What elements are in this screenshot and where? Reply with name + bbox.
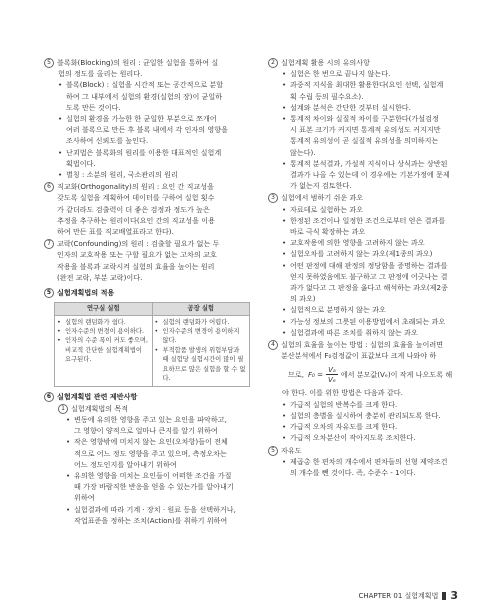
text-line: 과가 없다고 그 판정을 옳다고 해석하는 과오(제2종	[290, 283, 448, 293]
chapter-label: CHAPTER 01 실험계획법	[358, 591, 439, 600]
text-line: • 유의한 영향을 미치는 요인들이 어떠한 조건을 가질	[74, 470, 232, 480]
table-bullet: • 인자수준의 변경이 용이하지 않다.	[155, 327, 248, 346]
text-line: • 실험오차를 고려하지 않는 과오(제1종의 과오)	[290, 249, 433, 259]
table-bullet: • 부적합품 발생의 위험부담과 때 실험당 실험시간이 많이 필요하므로 많은 실험을 할 수 없다.	[155, 346, 248, 384]
text-line: • 어떤 판정에 대해 판정의 정당함을 증명하는 결과를	[290, 260, 448, 270]
table-header: 공장 실험	[152, 303, 250, 315]
table-bullet: • 실험의 랜덤화가 어렵다.	[155, 318, 248, 327]
circle-number: 1	[58, 404, 68, 414]
subsection-purpose	[58, 403, 256, 414]
text-line: 가 같더라도 검출력이 더 좋은 검정과 정도가 높은	[57, 204, 210, 214]
bullet-item	[58, 113, 256, 147]
text-line: • 설계와 분석은 간단한 것부터 실시한다.	[290, 102, 411, 112]
section-confounding	[44, 238, 256, 283]
text-line: 인자의 교호작용 또는 구할 필요가 없는 고차의 교호	[57, 250, 217, 260]
text-line: 의 개수를 뺀 것이다. 즉, 수준수 - 1이다.	[290, 467, 416, 477]
left-column	[44, 56, 256, 526]
text-line: • 실험결과에 따른 조치를 취하지 않는 과오	[290, 327, 418, 337]
text-line: 분산분석에서 F₀검정값이 표값보다 크게 나와야 하	[281, 351, 437, 361]
text-line: • 한정된 조건이나 일정한 조건으로부터 얻은 결과를	[290, 215, 446, 225]
table-cell	[152, 315, 250, 386]
text-line: 험의 정도를 올리는 원리다.	[58, 69, 143, 79]
text-line: 가 없는지 검토한다.	[290, 181, 352, 191]
subsection-degrees-of-freedom	[268, 445, 480, 456]
bullet-item	[282, 248, 480, 259]
subsection-efficiency	[268, 339, 480, 361]
bullet-item	[66, 436, 256, 470]
subsection-title: 실험계획법의 목적	[71, 403, 129, 413]
text-line: 때 가장 바람직한 반응을 얻을 수 있는가를 알아내기	[74, 482, 234, 492]
text-line: • 자료데로 실험하는 과오	[290, 204, 364, 214]
circle-number: 6	[44, 182, 54, 192]
bullet-item	[282, 316, 480, 327]
text-line: • 제곱총 한 편차의 개수에서 편차들의 선형 제약조건	[290, 456, 448, 466]
text-line: (완전 교락, 부분 교락)이다.	[57, 272, 143, 282]
text-line: 작용을 블록과 교락시켜 실험의 효율을 높이는 원리	[57, 261, 215, 271]
text-line: 위하여	[74, 493, 95, 503]
page-footer	[358, 589, 458, 602]
text-line: 바로 극식 확장하는 과오	[290, 227, 366, 237]
comparison-table	[54, 302, 250, 386]
circle-number: 5	[44, 58, 54, 68]
text-line: • 통계적 분석결과, 가설적 지식이나 상식과는 상반된	[290, 158, 448, 168]
bullet-item	[282, 102, 480, 113]
circle-number: 7	[44, 239, 54, 249]
section-title-application	[44, 287, 256, 298]
bullet-item	[282, 158, 480, 192]
bullet-item	[282, 237, 480, 248]
bullet-item	[66, 414, 256, 436]
formula-denominator: Vₑ	[328, 375, 336, 385]
text-line: 여러 블록으로 만든 후 블록 내에서 각 인자의 영향을	[66, 125, 228, 135]
table-bullet: • 인자수준의 변경이 용이하다.	[57, 327, 150, 336]
bullet-item	[282, 113, 480, 158]
section-blocking	[44, 57, 256, 68]
text-line: 획법이다.	[66, 158, 96, 168]
text-line: 실험의 효율을 높이는 방법 : 실험의 효율을 높이려면	[281, 340, 444, 350]
formula-suffix: 에서 분모값(Vₑ)이 작게 나오도록 해	[340, 370, 453, 380]
bullet-item	[282, 304, 480, 315]
text-line: 얻지 못하였음에도 불구하고 그 판정에 어긋나는 결	[290, 271, 448, 281]
circle-number: 4	[268, 340, 278, 350]
text-line: 도록 만든 것이다.	[66, 102, 121, 112]
formula-prefix: 므로,	[288, 370, 304, 380]
subsection-errors	[268, 192, 480, 203]
text-line: 적으로 어느 정도 영향을 주고 있으며, 측정오차는	[74, 448, 227, 458]
text-line: 획 수립 등의 필수요소).	[290, 91, 364, 101]
bullet-item: • 가급적 실험의 반복수를 크게 한다.	[282, 399, 480, 410]
text-line: • 작은 영향밖에 미치지 않는 요인(오차항)들이 전체	[74, 437, 228, 447]
bullet-item: • 가급적 오차의 자유도를 크게 한다.	[282, 421, 480, 432]
circle-number: 5	[268, 446, 278, 456]
text-line: 작업표준을 정하는 조치(Action)를 취하기 위하여	[74, 515, 228, 525]
text-line: 갖도록 실험을 계획하여 데이터를 구하여 실험 횟수	[57, 193, 215, 203]
bullet-item: • 가급적 오차분산이 작아지도록 조치한다.	[282, 432, 480, 443]
text-line: 어느 정도인지를 알아내기 위하여	[74, 459, 177, 469]
bullet-item	[66, 470, 256, 504]
text-line: 교락(Confounding)의 원리 : 검출할 필요가 없는 두	[57, 239, 220, 249]
text-line: • 실험은 한 번으로 끝나지 않는다.	[290, 69, 391, 79]
text-line: 직교화(Orthogonality)의 원리 : 요인 간 직교성을	[57, 182, 215, 192]
table-bullet: • 실험의 랜덤화가 쉽다.	[57, 318, 150, 327]
section-title-related	[44, 391, 256, 402]
section-orthogonality	[44, 181, 256, 237]
bullet-item	[282, 79, 480, 101]
text-line: 의 과오)	[290, 294, 316, 304]
bullet-item	[282, 327, 480, 338]
text-line: • 실험의 환경을 가능한 한 균일한 부분으로 쪼개어	[66, 114, 217, 124]
formula-numerator: Vₐ	[328, 365, 336, 375]
section-title: 실험계획법 관련 제반사항	[57, 391, 138, 401]
footer-bar	[442, 592, 446, 600]
formula-lhs: F₀ =	[307, 370, 324, 380]
bullet-item	[282, 204, 480, 215]
bullet-item: • 실험의 층별을 실시하여 충분히 관리되도록 한다.	[282, 410, 480, 421]
bullet-item: • 별칭 : 소분의 원리, 국소관리의 원리	[58, 169, 256, 180]
table-header: 연구실 실험	[55, 303, 153, 315]
text-line: 결과가 나올 수 있는데 이 경우에는 기본가정에 문제	[290, 170, 450, 180]
section-title: 실험계획법의 적용	[57, 288, 115, 298]
text-line: 조사하여 신뢰도를 높인다.	[66, 136, 149, 146]
subsection-title: 실험계획 활용 시의 유의사항	[281, 58, 370, 67]
text-line: • 블록(Block) : 실험을 시간적 또는 공간적으로 분할	[66, 80, 224, 90]
bullet-item	[58, 147, 256, 169]
text-line: • 교호작용에 의한 영향을 고려하지 않는 과오	[290, 238, 425, 248]
text-line: • 실험적으로 분명하지 않는 과오	[290, 305, 386, 315]
text-line: 그 영향이 양적으로 얼마나 큰지를 알기 위하여	[74, 426, 218, 436]
text-line: 하여 만든 표를 직교배열표라고 한다).	[57, 227, 174, 237]
right-column	[268, 56, 480, 478]
text-line: • 변동에 유의한 영향을 주고 있는 요인을 파악하고,	[74, 414, 227, 424]
bullet-item	[282, 260, 480, 305]
text-line: • 가능성 정보의 그릇된 이용방법에서 초래되는 과오	[290, 316, 446, 326]
f-ratio-formula	[288, 365, 480, 384]
table-bullet: • 인자의 수준 폭이 커도 좋으며, 비교적 간단한 실험계획법이 요구된다.	[57, 336, 150, 364]
circle-number: 5	[44, 288, 54, 298]
text-line: • 실험결과에 따라 기계 · 장치 · 원료 등을 선택하거나,	[74, 504, 236, 514]
subsection-title: 실험에서 범하기 쉬운 과오	[281, 193, 364, 203]
circle-number: 2	[268, 58, 278, 68]
bullet-item	[58, 79, 256, 113]
text-line: • 과중적 지식을 최대한 활용한다(요인 선택, 실험계	[290, 80, 444, 90]
bullet-item	[282, 456, 480, 478]
formula-fraction	[326, 365, 338, 384]
text-line: 통계적 유의성이 곧 실질적 유의성을 의미하지는	[290, 136, 439, 146]
subsection-title: 자유도	[281, 445, 302, 455]
page-number: 3	[450, 589, 458, 602]
circle-number: 3	[268, 193, 278, 203]
bullet-item	[282, 68, 480, 79]
text-line: 하여 그 내부에서 실험의 환경(실험의 장)이 균일하	[66, 91, 223, 101]
circle-number: 6	[44, 392, 54, 402]
text-line: • 난괴법은 블록화의 원리를 이용한 대표적인 실험계	[66, 147, 222, 157]
bullet-item	[282, 215, 480, 237]
text-line: 추정을 추구하는 원리이다(요인 간의 직교성을 이용	[57, 215, 215, 225]
text-line: 야 한다. 이를 위한 방법은 다음과 같다.	[282, 388, 403, 398]
subsection-cautions	[268, 57, 480, 68]
text-line: • 통계적 차이와 실질적 차이를 구분한다(가설검정	[290, 114, 439, 124]
bullet-item	[66, 504, 256, 526]
section-heading: 블록화(Blocking)의 원리 : 균일한 실험을 통하여 실	[57, 58, 219, 67]
text-line: 시 표본 크기가 커지면 통계적 유의성도 커지지만	[290, 125, 441, 135]
table-cell	[55, 315, 153, 386]
text-line: 않는다).	[290, 147, 316, 157]
